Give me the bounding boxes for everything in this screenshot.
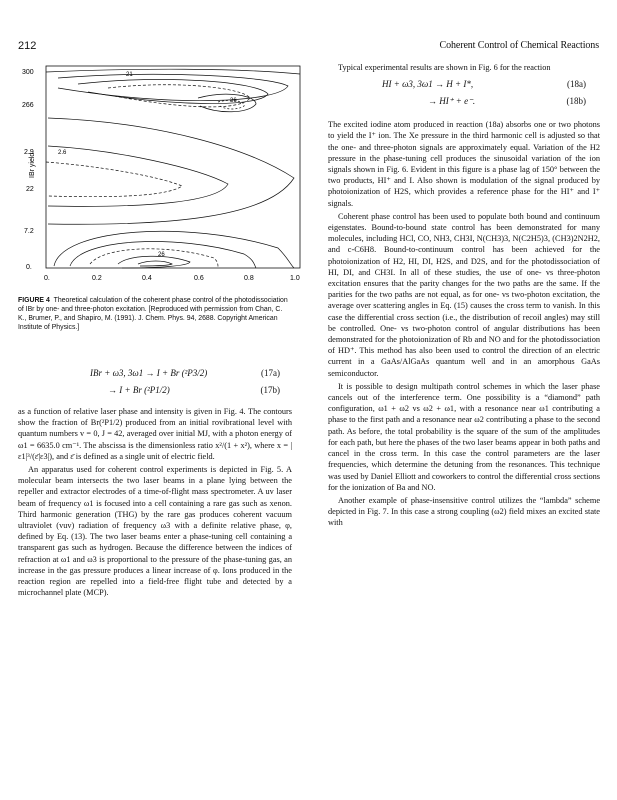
equation-lhs: → I + Br (²P1/2) <box>108 385 170 395</box>
y-tick-label: 2.9 <box>24 149 34 156</box>
figure-caption <box>18 296 292 332</box>
y-axis-title: IBr yield <box>29 152 36 178</box>
equation-number: (17b) <box>260 385 280 395</box>
equation-18a <box>328 79 600 96</box>
x-tick-label: 0.8 <box>244 275 254 282</box>
body-paragraph: An apparatus used for coherent control experiments is depicted in Fig. 5. A molecular beam intersects the two laser beams in a plane lying between the repeller and extractor electrodes of a time-of-flight mass spectrometer. A uv laser beam of frequency ω1 is focused into a cell containing a rare gas such as xenon. Third harmonic generation (THG) by the rare gas produces coherent vacuum ultraviolet (vuv) radiation of frequency ω3 with a definite relative phase, φ, defined by Eq. (13). The two laser beams enter a phase-tuning cell containing a transparent gas such as hydrogen. Because the difference between the indices of refraction at ω1 and ω3 is proportional to the pressure of the phase-tuning gas, an increase in the gas pressure produces a linear increase of φ. Ions produced in the reaction region are repelled into a field-free flight tube and detected by a microchannel plate (MCP). <box>18 465 292 598</box>
equation-lhs: IBr + ω3, 3ω1 → I + Br (²P3/2) <box>90 368 208 378</box>
x-tick-label: 0.4 <box>142 275 152 282</box>
y-tick-label: 7.2 <box>24 228 34 235</box>
x-tick-label: 0.2 <box>92 275 102 282</box>
x-tick-label: 0.6 <box>194 275 204 282</box>
equation-lhs: → HI⁺ + e⁻. <box>428 96 476 107</box>
y-tick-label: 0. <box>26 264 32 271</box>
x-tick-label: 0. <box>44 275 50 282</box>
contour-lines-bottom <box>54 231 294 268</box>
contour-label: 2.6 <box>58 150 67 156</box>
figure-label: FIGURE 4 <box>18 297 50 304</box>
right-column <box>328 62 600 531</box>
body-paragraph: Another example of phase-insensitive control utilizes the “lambda” scheme depicted in Fig. 7. In this case a strong coupling (ω2) field mixes an excited state with <box>328 495 600 528</box>
equation-18b <box>328 96 600 113</box>
contour-lines-top <box>46 69 300 112</box>
contour-figure <box>18 58 308 290</box>
equation-lhs: HI + ω3, 3ω1 → H + I*, <box>382 79 474 90</box>
contour-label: 26 <box>158 252 165 258</box>
contour-label: 21 <box>126 72 133 78</box>
left-column <box>18 368 292 600</box>
equation-number: (18a) <box>567 79 586 90</box>
y-tick-label: 266 <box>22 102 34 109</box>
contour-lines-middle <box>46 118 294 224</box>
page-number: 212 <box>18 40 37 52</box>
equation-17a <box>18 368 292 385</box>
equation-number: (17a) <box>261 368 280 378</box>
running-title: Coherent Control of Chemical Reactions <box>439 40 599 51</box>
x-tick-label: 1.0 <box>290 275 300 282</box>
contour-label: 36 <box>230 98 237 104</box>
body-paragraph: Typical experimental results are shown in Fig. 6 for the reaction <box>338 63 551 72</box>
body-paragraph: Coherent phase control has been used to populate both bound and continuum eigenstates. Bound-to-bound state control has been demonstrated for many molecules, including HCl, CO, NH3, CH3I, N(CH3)3, N(C2H5)3, (CH3)2N2H2, and c-C6H8. Bound-to-continuum control has been achieved for the photoionization of H2, HI, DI, H2S, and D2S, and for the photodissociation of HI, DI, and CH3I. In all of these studies, the use of one- vs three-photon excitation ensures that the parity changes for the two paths are the same. If the parities for the two paths are not equal, as for one- vs two-photon excitation, the average over scattering angles in Eq. (15) causes the cross term to vanish. In this case the differential cross section (i.e., the distribution of recoil angles) may still be controlled. One- vs two-photon control of angular distributions has been demonstrated for the photoionization of Rb and NO and for the photodissociation of HD⁺. This method has also been used to control the direction of an electric current in a GaAs/AlGaAs quantum well and in an amorphous GaAs semiconductor. <box>328 211 600 378</box>
y-tick-label: 22 <box>26 186 34 193</box>
y-tick-label: 300 <box>22 69 34 76</box>
equation-number: (18b) <box>566 96 586 107</box>
equation-17b <box>18 385 292 402</box>
figure-caption-text: Theoretical calculation of the coherent phase control of the photodissociation of IBr by one- and three-photon excitation. [Reproduced with permission from Chan, C. K., Brumer, P., and Shapiro, M. (1991). J. Chem. Phys. 94, 2688. Copyright American Institute of Physics.] <box>18 297 288 331</box>
body-paragraph: as a function of relative laser phase and intensity is given in Fig. 4. The contours show the fraction of Br(²P1/2) produced from an initial rovibrational level with quantum numbers v = 0, J = 42, averaged over initial MJ, with a photon energy of ω1 = 6635.0 cm⁻¹. The abscissa is the dimensionless ratio x²/(1 + x²), where x = |ε1|³/(ε̄|ε3|), and ε̄ is defined as a single unit of electric field. <box>18 407 292 461</box>
body-paragraph: The excited iodine atom produced in reaction (18a) absorbs one or two photons to yield the I⁺ ion. The Xe pressure in the third harmonic cell is adjusted so that the one- and three-photon signals are approximately equal. Variation of the H2 pressure in the phase-tuning cell produces the sinusoidal variation of the ion signals shown in Fig. 6. Evident in this figure is a phase lag of 150° between the two products, HI⁺ and I. Also shown is modulation of the signal produced by photoionization of H2S, which provides a reference phase for the HI⁺ and I⁺ signals. <box>328 120 600 208</box>
body-paragraph: It is possible to design multipath control schemes in which the laser phase cancels out of the interference term. One possibility is a “diamond” path configuration, ω1 + ω2 vs ω2 + ω1, with a resonance near ω1 contributing a phase to the first path and a resonance near ω2 contributing a phase to the second path. As before, the total probability is the square of the sum of the amplitudes for each path, but here the phases of the two laser beams appear in both paths and cancel in the cross term. In this case the control parameters are the laser frequencies, which determine the detuning from the resonances. This technique was used by Daniel Elliott and coworkers to control the differential cross sections for the ionization of Ba and NO. <box>328 381 600 492</box>
